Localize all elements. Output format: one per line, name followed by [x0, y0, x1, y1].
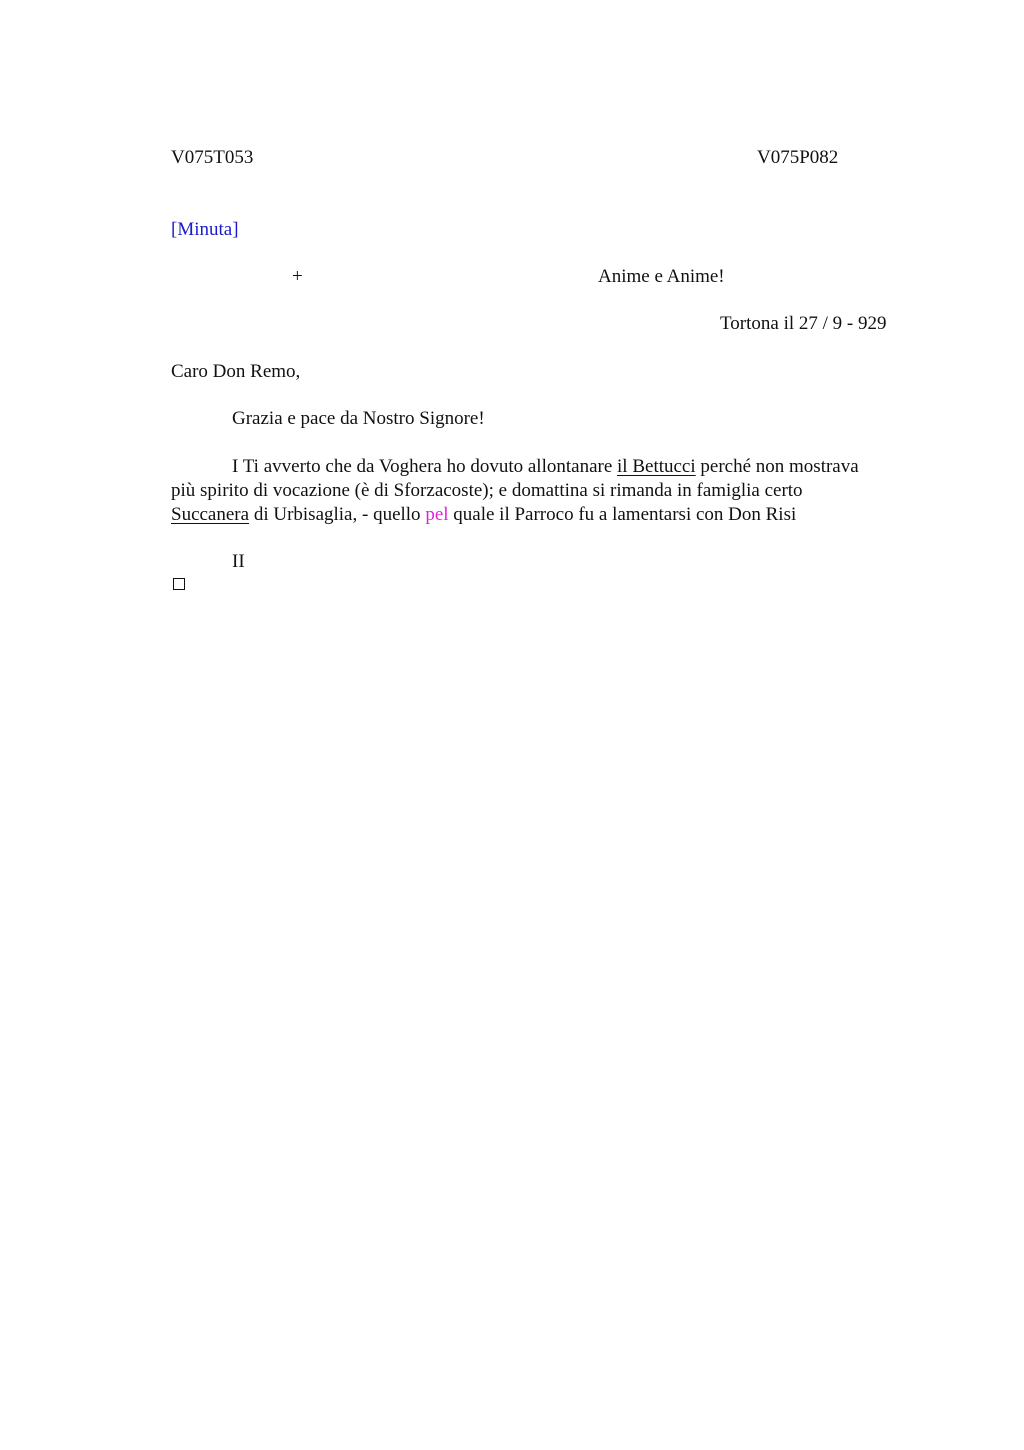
underlined-name-succanera: Succanera: [171, 504, 250, 525]
document-code-right: V075P082: [757, 147, 839, 168]
cross-symbol: +: [292, 266, 303, 287]
motto: Anime e Anime!: [598, 266, 725, 287]
paragraph-line-2: più spirito di vocazione (è di Sforzacoste); e domattina si rimanda in famiglia certo: [171, 480, 803, 501]
underlined-name-bettucci: il Bettucci: [617, 456, 696, 477]
line1-text-post: perché non mostrava: [695, 456, 859, 477]
salutation: Caro Don Remo,: [171, 361, 301, 382]
paragraph-2-marker: II: [232, 551, 245, 572]
document-code-left: V075T053: [171, 147, 254, 168]
line3-text-post: quale il Parroco fu a lamentarsi con Don Risi: [448, 504, 797, 525]
editorial-note-minuta: [Minuta]: [171, 219, 239, 240]
paragraph-line-1: [171, 455, 921, 479]
checkbox-icon: [173, 578, 185, 590]
letter-paragraph-1: [171, 455, 921, 527]
paragraph-line-3: [171, 503, 921, 527]
line3-text-mid: di Urbisaglia, - quello: [249, 504, 426, 525]
highlighted-word-pel: pel: [425, 504, 449, 525]
letter-date: Tortona il 27 / 9 - 929: [720, 313, 887, 334]
greeting: Grazia e pace da Nostro Signore!: [232, 408, 485, 429]
line1-text-pre: I Ti avverto che da Voghera ho dovuto allontanare: [232, 456, 618, 477]
